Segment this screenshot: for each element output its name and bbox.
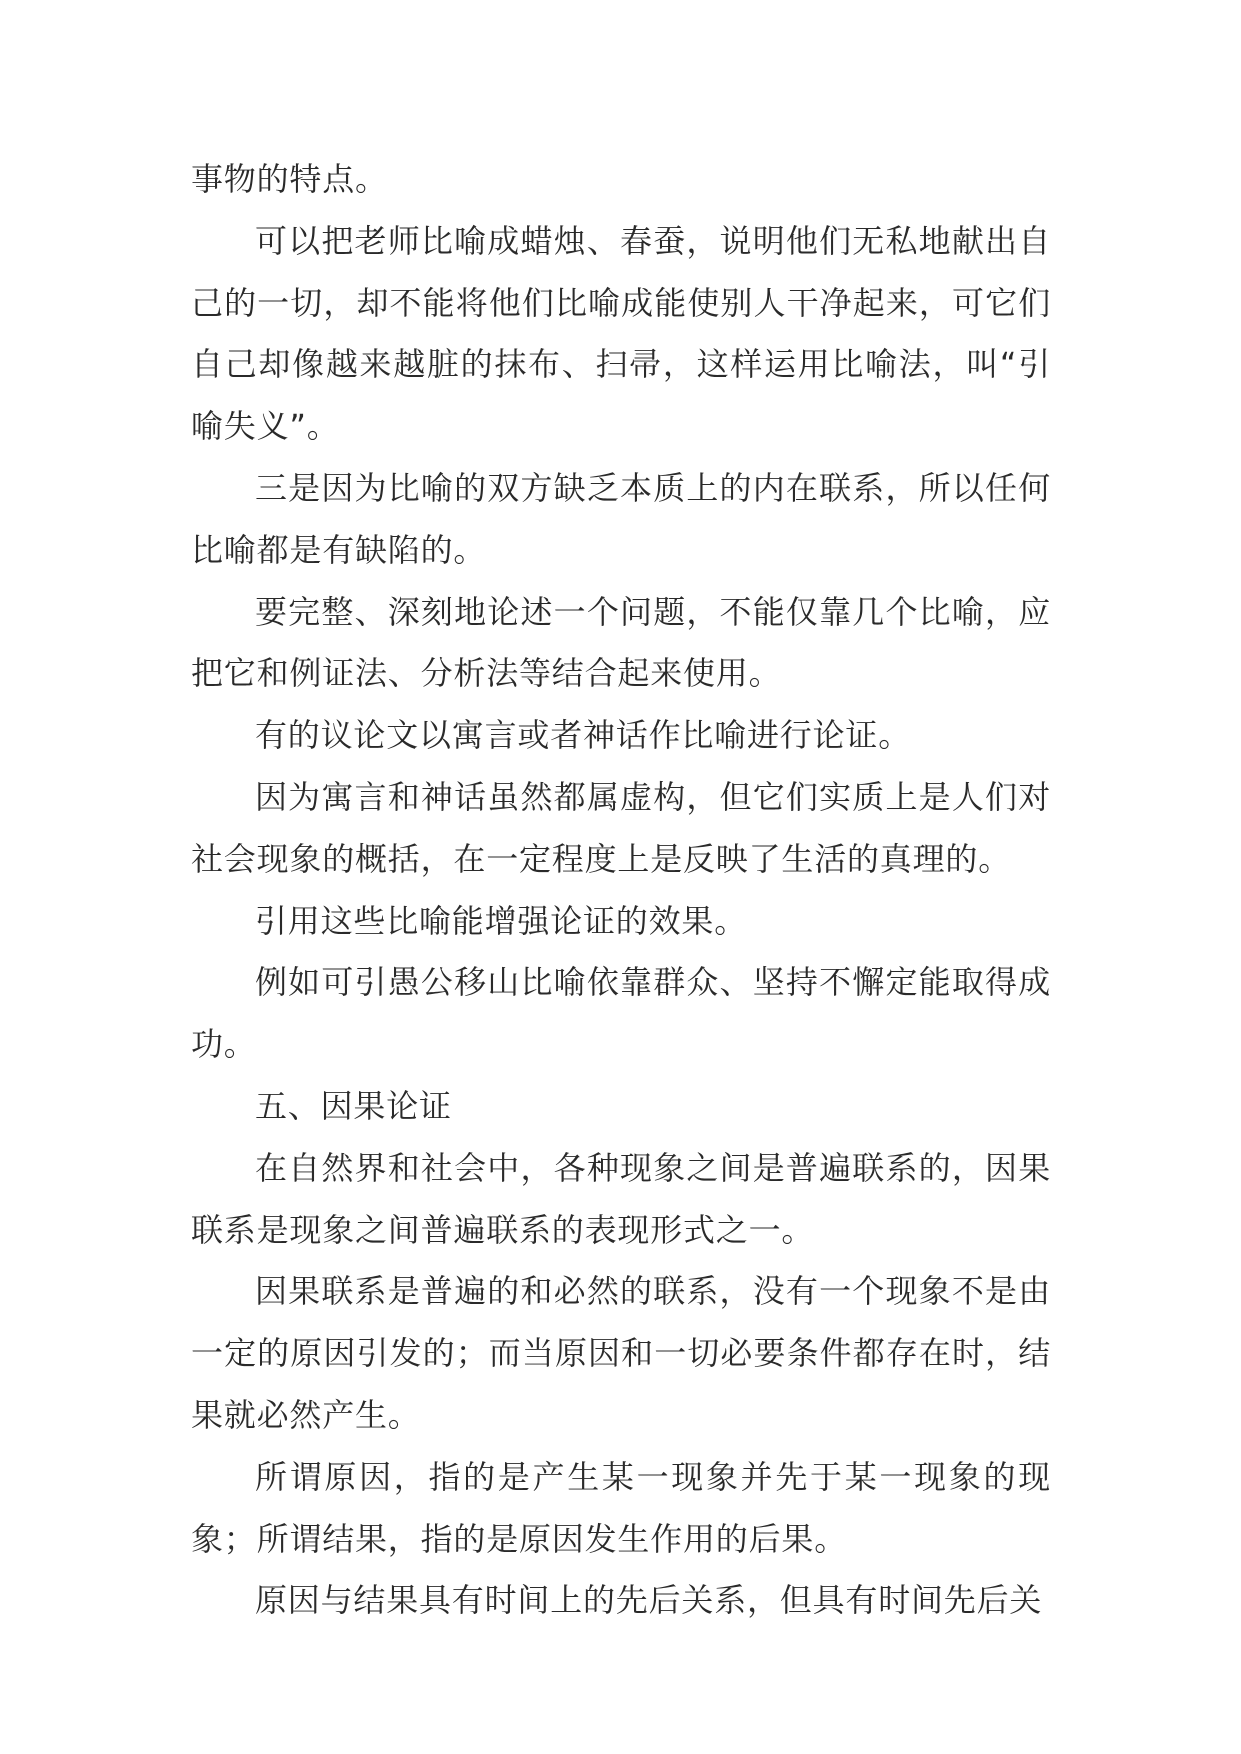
paragraph: 原因与结果具有时间上的先后关系，但具有时间先后关	[255, 1581, 1043, 1620]
paragraph: 因果联系是普遍的和必然的联系，没有一个现象不是由一定的原因引发的；而当原因和一切必要条件都存在时，结果就必然产生。	[191, 1272, 1051, 1434]
paragraph: 例如可引愚公移山比喻依靠群众、坚持不懈定能取得成功。	[191, 963, 1051, 1064]
document-body	[191, 149, 1051, 1632]
paragraph: 所谓原因，指的是产生某一现象并先于某一现象的现象；所谓结果，指的是原因发生作用的后果。	[191, 1457, 1051, 1558]
paragraph: 事物的特点。	[191, 160, 388, 198]
paragraph: 因为寓言和神话虽然都属虚构，但它们实质上是人们对社会现象的概括，在一定程度上是反映了生活的真理的。	[191, 777, 1051, 878]
section-heading: 五、因果论证	[255, 1086, 452, 1125]
paragraph: 可以把老师比喻成蜡烛、春蚕，说明他们无私地献出自己的一切，却不能将他们比喻成能使别人干净起来，可它们自己却像越来越脏的抹布、扫帚，这样运用比喻法，叫“引喻失义”。	[191, 221, 1051, 446]
paragraph: 要完整、深刻地论述一个问题，不能仅靠几个比喻，应把它和例证法、分析法等结合起来使用。	[191, 592, 1051, 693]
paragraph: 引用这些比喻能增强论证的效果。	[255, 901, 748, 940]
paragraph: 有的议论文以寓言或者神话作比喻进行论证。	[255, 716, 912, 755]
paragraph: 三是因为比喻的双方缺乏本质上的内在联系，所以任何比喻都是有缺陷的。	[191, 468, 1051, 569]
paragraph: 在自然界和社会中，各种现象之间是普遍联系的，因果联系是现象之间普遍联系的表现形式之一。	[191, 1148, 1051, 1249]
